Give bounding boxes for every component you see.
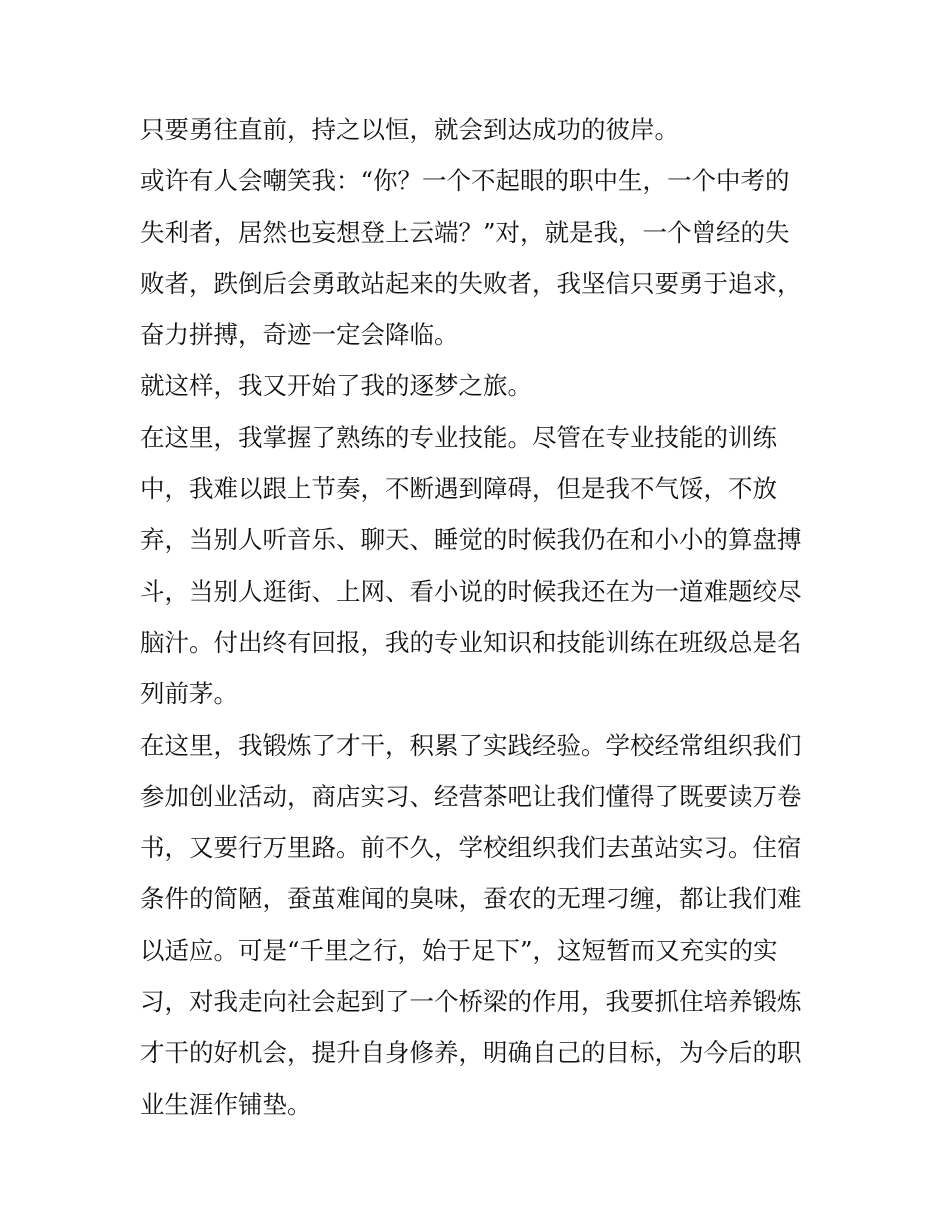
text-line: 在这里，我锻炼了才干，积累了实践经验。学校经常组织我们 [140, 730, 802, 760]
text-line: 奋力拼搏，奇迹一定会降临。 [140, 320, 459, 350]
text-line: 弃，当别人听音乐、聊天、睡觉的时候我仍在和小小的算盘搏 [140, 525, 802, 555]
text-line: 列前茅。 [140, 679, 238, 709]
document-body [140, 104, 820, 1130]
text-line: 习，对我走向社会起到了一个桥梁的作用，我要抓住培养锻炼 [140, 987, 802, 1017]
text-line: 书，又要行万里路。前不久，学校组织我们去茧站实习。住宿 [140, 833, 802, 863]
text-line: 或许有人会嘲笑我：“你？一个不起眼的职中生，一个中考的 [140, 166, 790, 196]
text-line: 斗，当别人逛街、上网、看小说的时候我还在为一道难题绞尽 [140, 576, 802, 606]
text-line: 脑汁。付出终有回报，我的专业知识和技能训练在班级总是名 [140, 627, 802, 657]
text-line: 只要勇往直前，持之以恒，就会到达成功的彼岸。 [140, 115, 679, 144]
text-line: 败者，跌倒后会勇敢站起来的失败者，我坚信只要勇于追求， [140, 268, 802, 298]
text-line: 才干的好机会，提升自身修养，明确自己的目标，为今后的职 [140, 1038, 802, 1068]
text-line: 在这里，我掌握了熟练的专业技能。尽管在专业技能的训练 [140, 422, 777, 452]
text-line: 业生涯作铺垫。 [140, 1089, 312, 1119]
text-line: 失利者，居然也妄想登上云端？”对，就是我，一个曾经的失 [140, 217, 790, 247]
text-line: 中，我难以跟上节奏，不断遇到障碍，但是我不气馁，不放 [140, 474, 777, 504]
text-line: 就这样，我又开始了我的逐梦之旅。 [140, 371, 532, 401]
text-line: 以适应。可是“千里之行，始于足下”，这短暂而又充实的实 [140, 935, 778, 965]
text-line: 参加创业活动，商店实习、经营茶吧让我们懂得了既要读万卷 [140, 781, 802, 811]
text-line: 条件的简陋，蚕茧难闻的臭味，蚕农的无理刁缠，都让我们难 [140, 884, 802, 914]
